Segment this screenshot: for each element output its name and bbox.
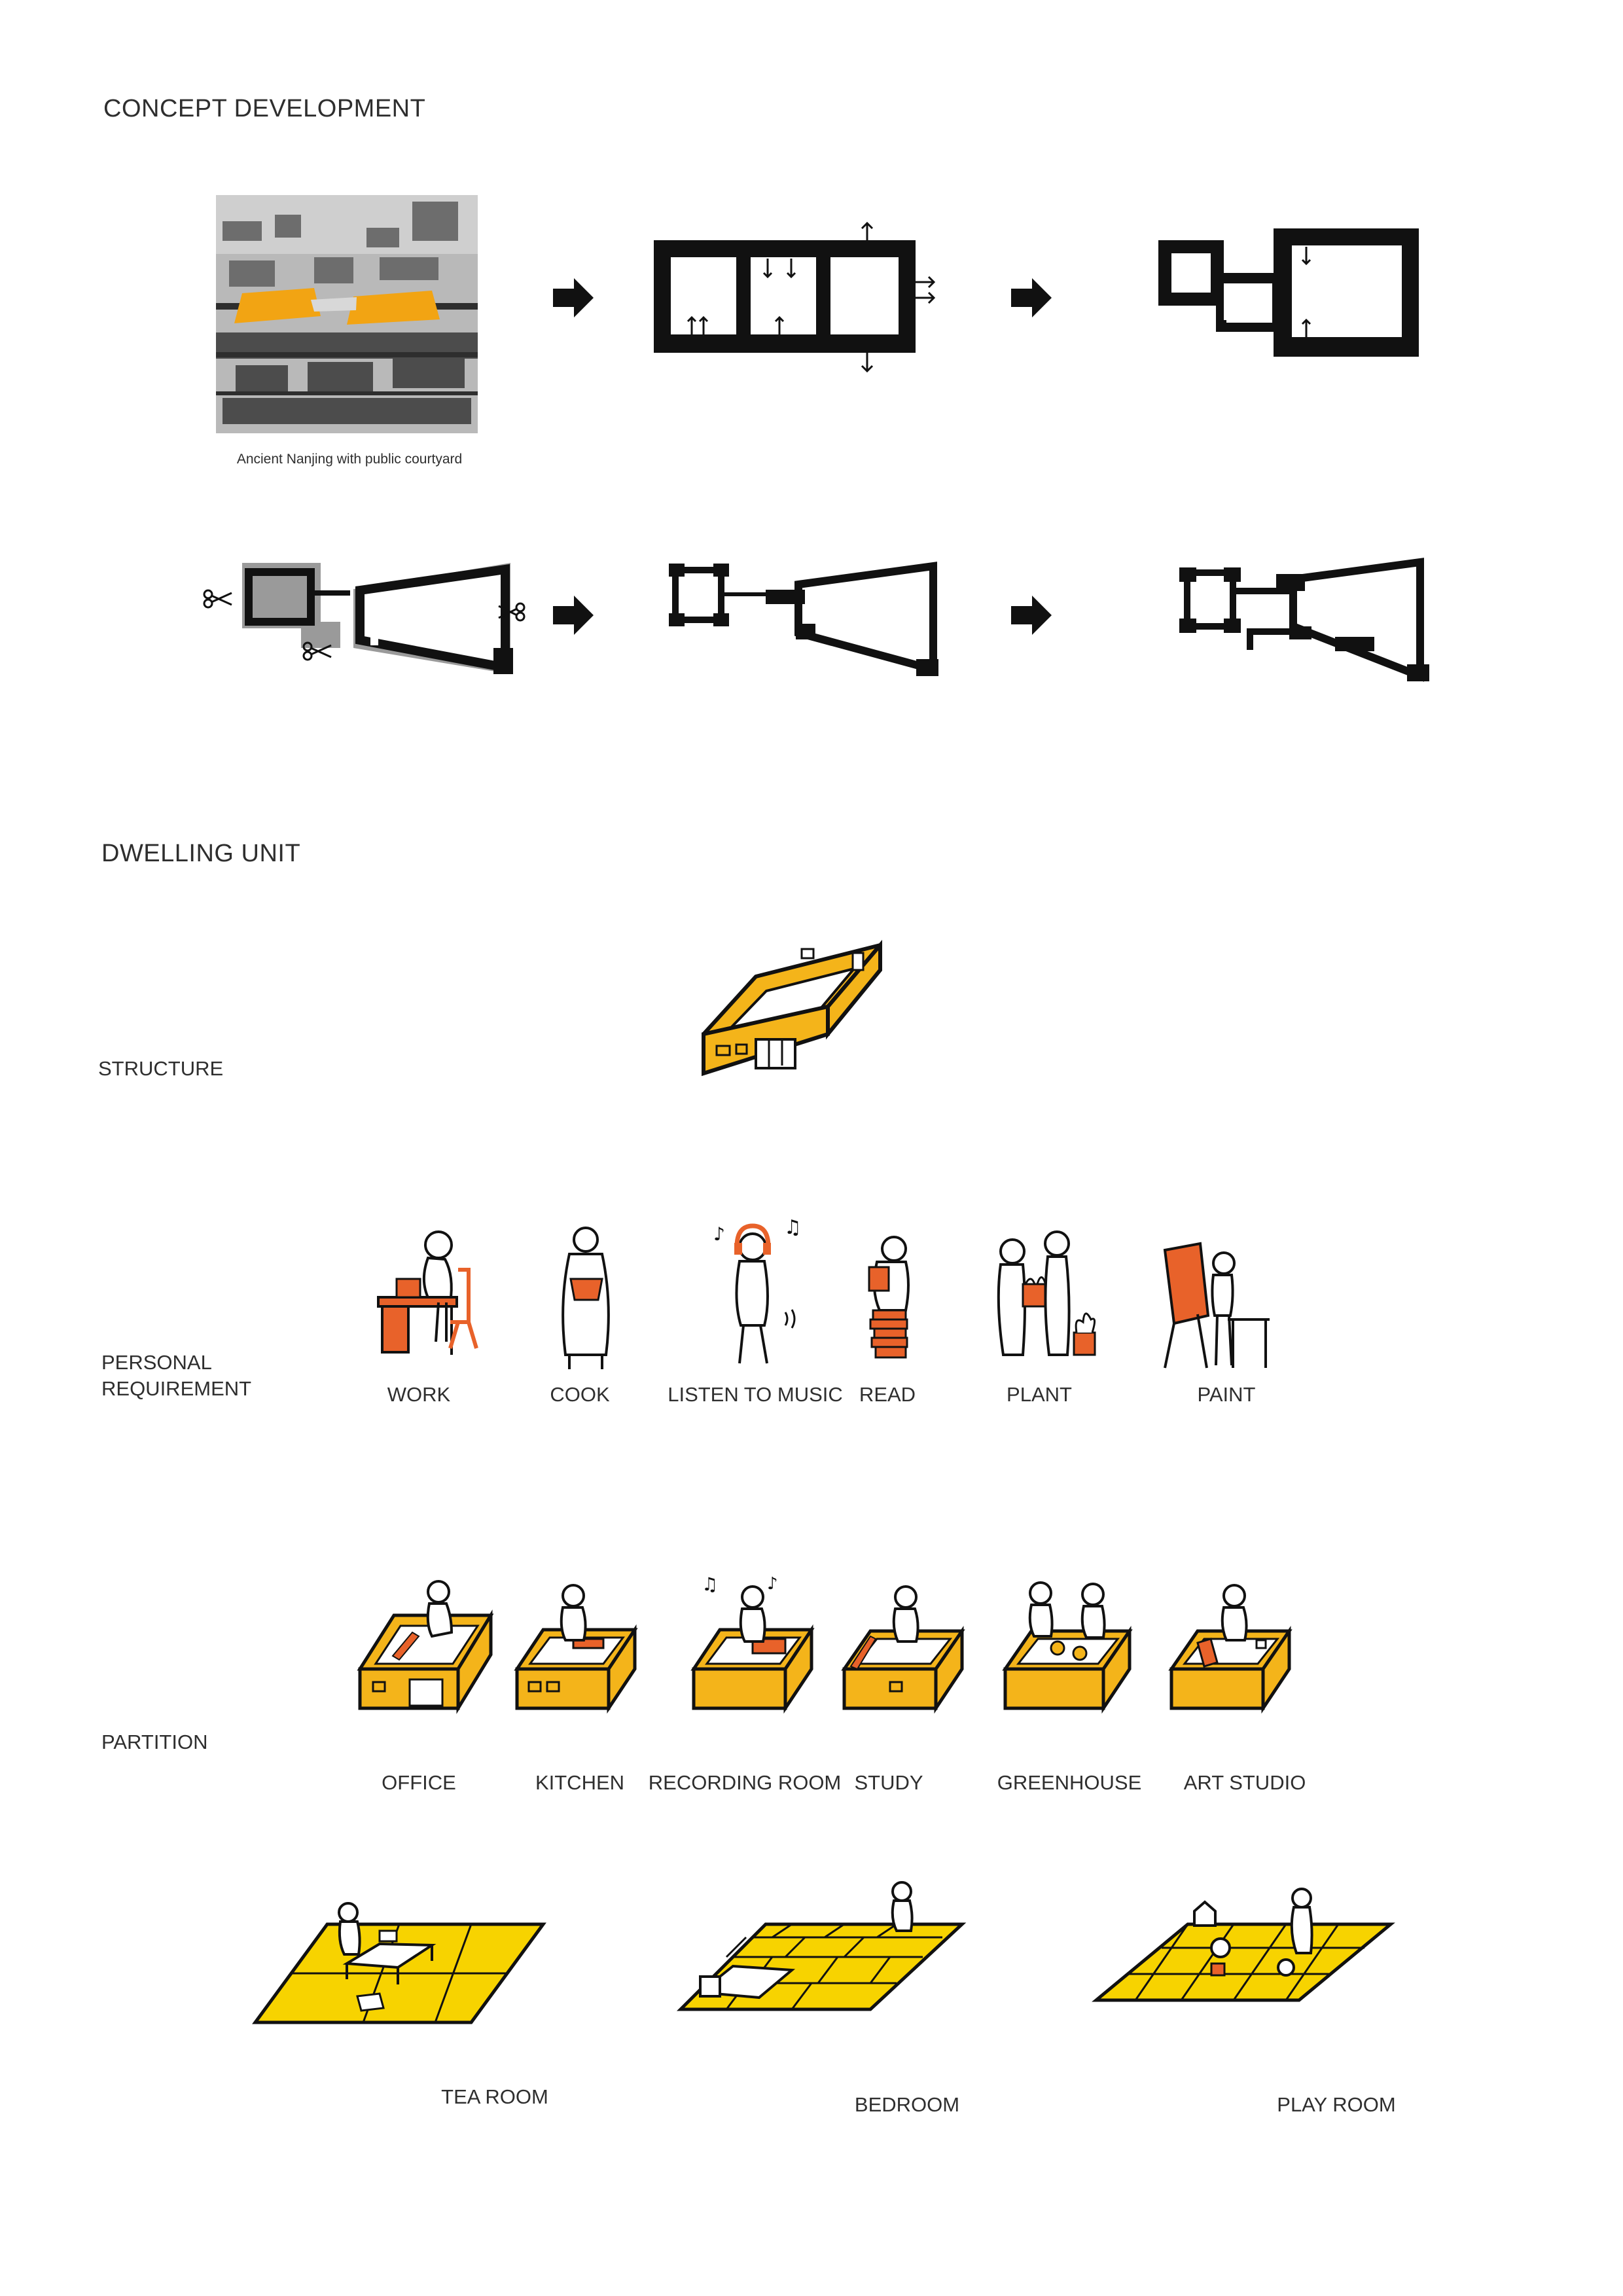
arrow-right-icon xyxy=(553,278,594,317)
kitchen-partition-sketch xyxy=(510,1577,641,1734)
paint-figure-sketch xyxy=(1158,1237,1276,1374)
dwelling-title: DWELLING UNIT xyxy=(101,840,301,867)
structure-isometric-sketch xyxy=(690,929,887,1086)
concept-title: CONCEPT DEVELOPMENT xyxy=(103,95,426,122)
svg-text:♪: ♪ xyxy=(767,1574,778,1594)
linked-box-diagram xyxy=(1158,226,1446,363)
svg-text:♪: ♪ xyxy=(713,1223,725,1245)
personal-label-line1: PERSONAL xyxy=(101,1351,212,1374)
refined-plan-diagram xyxy=(668,547,942,677)
cut-plan-diagram xyxy=(203,550,517,681)
room-label: STUDY xyxy=(854,1771,923,1794)
activity-label: LISTEN TO MUSIC xyxy=(668,1383,843,1406)
work-figure-sketch xyxy=(373,1224,484,1368)
arrow-right-icon xyxy=(1011,596,1052,635)
floor-label: BEDROOM xyxy=(854,2093,960,2116)
arrow-right-icon xyxy=(553,596,594,635)
recording-room-partition-sketch xyxy=(681,1571,825,1734)
office-partition-sketch xyxy=(353,1577,497,1734)
arrow-right-icon xyxy=(1011,278,1052,317)
tea-room-floor-sketch xyxy=(249,1892,550,2036)
cook-figure-sketch xyxy=(550,1224,622,1374)
room-label: KITCHEN xyxy=(535,1771,625,1794)
room-label: OFFICE xyxy=(382,1771,456,1794)
music-figure-sketch xyxy=(707,1214,805,1371)
art-studio-partition-sketch xyxy=(1165,1577,1296,1734)
study-partition-sketch xyxy=(838,1577,969,1734)
activity-label: READ xyxy=(859,1383,916,1406)
personal-requirement-label xyxy=(101,1350,251,1402)
room-label: ART STUDIO xyxy=(1183,1771,1306,1794)
activity-label: COOK xyxy=(550,1383,610,1406)
svg-text:♫: ♫ xyxy=(702,1573,719,1595)
svg-text:♫: ♫ xyxy=(784,1216,802,1239)
play-room-floor-sketch xyxy=(1090,1872,1397,2029)
plant-figure-sketch xyxy=(985,1224,1103,1374)
bedroom-floor-sketch xyxy=(674,1872,969,2029)
activity-label: WORK xyxy=(387,1383,451,1406)
room-label: RECORDING ROOM xyxy=(648,1771,842,1794)
personal-label-line2: REQUIREMENT xyxy=(101,1377,252,1400)
floor-label: PLAY ROOM xyxy=(1277,2093,1396,2116)
final-plan-diagram xyxy=(1178,553,1453,684)
image-caption: Ancient Nanjing with public courtyard xyxy=(236,452,463,467)
floor-label: TEA ROOM xyxy=(441,2085,548,2108)
activity-label: PAINT xyxy=(1197,1383,1256,1406)
read-figure-sketch xyxy=(851,1230,923,1374)
room-label: GREENHOUSE xyxy=(997,1771,1142,1794)
partition-label: PARTITION xyxy=(101,1731,208,1753)
ancient-nanjing-image xyxy=(216,195,478,433)
courtyard-block-diagram xyxy=(651,219,939,376)
activity-label: PLANT xyxy=(1007,1383,1072,1406)
structure-label: STRUCTURE xyxy=(98,1057,224,1080)
greenhouse-partition-sketch xyxy=(995,1571,1139,1734)
